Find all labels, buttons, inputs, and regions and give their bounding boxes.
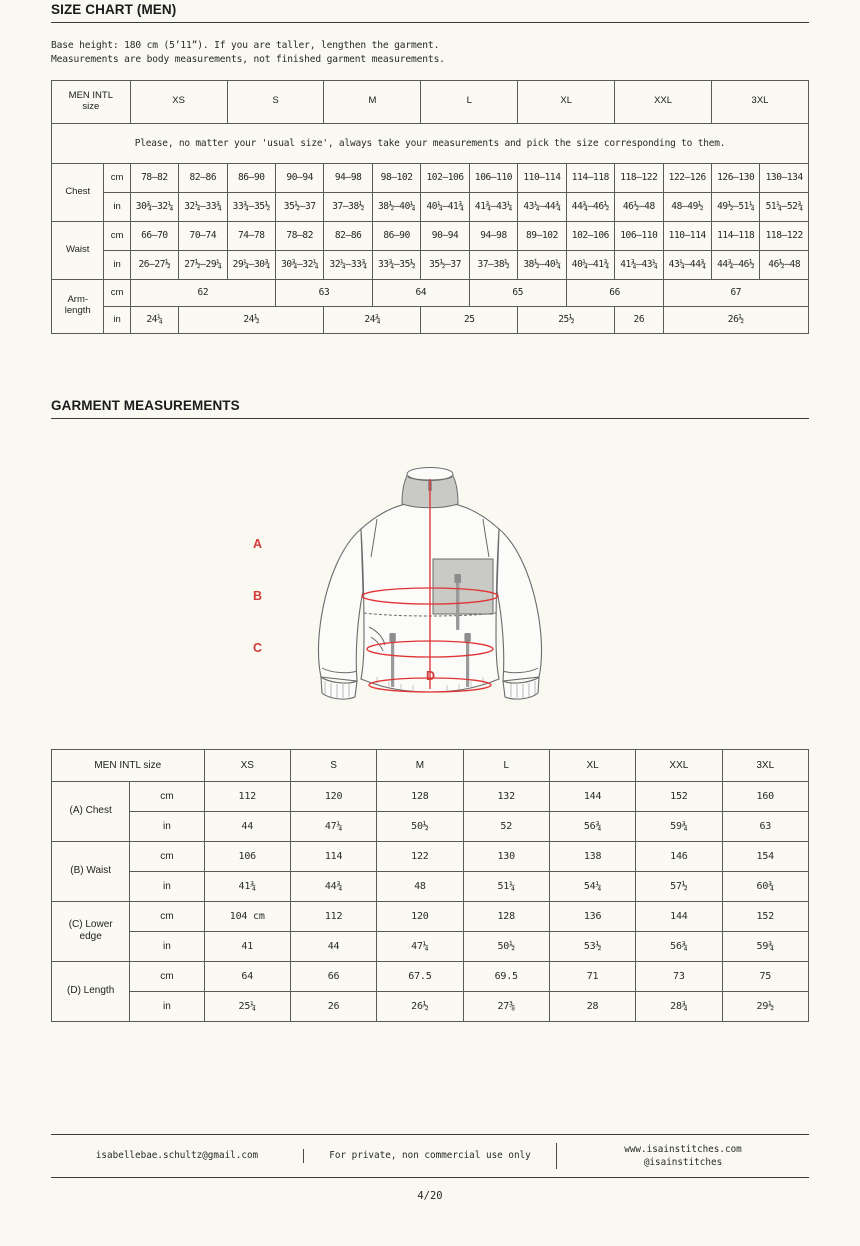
cell-value: 75: [722, 961, 808, 991]
cell-value: 114–118: [711, 221, 759, 250]
garment-title: GARMENT MEASUREMENTS: [51, 397, 240, 413]
cell-value: 41¾–43¼: [469, 192, 517, 221]
cell-value: 47¼: [290, 811, 376, 841]
row-label-arm-length: Arm- length: [52, 279, 104, 333]
cell-value: 63: [722, 811, 808, 841]
garment-header-row: [52, 749, 809, 781]
cell-value: 122–126: [663, 163, 711, 192]
cell-value: 24¼: [130, 306, 178, 333]
footer-social-handle: @isainstitches: [643, 1157, 723, 1168]
cell-value: 152: [722, 901, 808, 931]
cell-value: 106–110: [615, 221, 663, 250]
cell-value: 41¾–43¼: [615, 250, 663, 279]
unit-in: in: [130, 991, 204, 1021]
cell-value: 154: [722, 841, 808, 871]
cell-value: 65: [469, 279, 566, 306]
unit-cm: cm: [130, 781, 204, 811]
cell-value: 86–90: [227, 163, 275, 192]
garment-header-label: MEN INTL size: [52, 749, 205, 781]
cell-value: 46½–48: [760, 250, 809, 279]
cell-value: 57½: [636, 871, 722, 901]
cell-value: 74–78: [227, 221, 275, 250]
cell-value: 118–122: [615, 163, 663, 192]
cell-value: 24½: [179, 306, 324, 333]
intro-line-1: Base height: 180 cm (5’11”). If you are taller, lengthen the garment.: [51, 40, 440, 51]
cell-value: 26: [615, 306, 663, 333]
cell-value: 26½: [377, 991, 463, 1021]
illustration-label-d: D: [426, 668, 436, 683]
footer-license: For private, non commercial use only: [303, 1149, 556, 1162]
size-header-m: M: [324, 80, 421, 123]
intro-text: [51, 39, 809, 68]
cell-value: 112: [204, 781, 290, 811]
cell-value: 56¾: [636, 931, 722, 961]
table-row: [52, 163, 809, 192]
cell-value: 29¼–30¾: [227, 250, 275, 279]
cell-value: 70–74: [179, 221, 227, 250]
size-chart-header-row: [52, 80, 809, 123]
garment-size-header-xs: XS: [204, 749, 290, 781]
cell-value: 59¾: [636, 811, 722, 841]
cell-value: 73: [636, 961, 722, 991]
cell-value: 30¾–32¼: [130, 192, 178, 221]
cell-value: 25½: [518, 306, 615, 333]
table-row: [52, 279, 809, 306]
cell-value: 37–38½: [469, 250, 517, 279]
cell-value: 136: [549, 901, 635, 931]
cell-value: 56¾: [549, 811, 635, 841]
cell-value: 48–49½: [663, 192, 711, 221]
cell-value: 27½–29¼: [179, 250, 227, 279]
title-divider: [51, 22, 809, 23]
cell-value: 102–106: [421, 163, 469, 192]
cell-value: 35½–37: [421, 250, 469, 279]
cell-value: 120: [290, 781, 376, 811]
cell-value: 90–94: [421, 221, 469, 250]
cell-value: 128: [463, 901, 549, 931]
table-row: [52, 306, 809, 333]
cell-value: 106: [204, 841, 290, 871]
garment-title-divider: [51, 418, 809, 419]
cell-value: 25: [421, 306, 518, 333]
garment-measurements-table: [51, 749, 809, 1022]
garment-size-header-l: L: [463, 749, 549, 781]
cell-value: 28¾: [636, 991, 722, 1021]
cell-value: 130: [463, 841, 549, 871]
unit-in: in: [130, 811, 204, 841]
garment-row-label: (D) Length: [52, 961, 130, 1021]
cell-value: 25¼: [204, 991, 290, 1021]
cell-value: 28: [549, 991, 635, 1021]
cell-value: 144: [636, 901, 722, 931]
cell-value: 40¼–41¾: [566, 250, 614, 279]
size-header-s: S: [227, 80, 324, 123]
footer-website: [556, 1143, 809, 1170]
cell-value: 67.5: [377, 961, 463, 991]
garment-row-label: (A) Chest: [52, 781, 130, 841]
cell-value: 43¼–44¾: [518, 192, 566, 221]
cell-value: 112: [290, 901, 376, 931]
unit-in: in: [104, 250, 130, 279]
cell-value: 51¼–52¾: [760, 192, 809, 221]
table-row: [52, 811, 809, 841]
table-row: [52, 841, 809, 871]
cell-value: 38½–40¼: [518, 250, 566, 279]
cell-value: 24¾: [324, 306, 421, 333]
intro-line-2: Measurements are body measurements, not finished garment measurements.: [51, 54, 445, 66]
table-row: [52, 931, 809, 961]
table-row: [52, 221, 809, 250]
cell-value: 50½: [463, 931, 549, 961]
cell-value: 44: [204, 811, 290, 841]
cell-value: 53½: [549, 931, 635, 961]
cell-value: 44¾–46½: [711, 250, 759, 279]
cell-value: 106–110: [469, 163, 517, 192]
unit-cm: cm: [130, 841, 204, 871]
illustration-label-b: B: [253, 588, 263, 603]
unit-in: in: [104, 192, 130, 221]
cell-value: 82–86: [324, 221, 372, 250]
garment-section-header: [51, 396, 809, 419]
size-chart-section-header: [51, 0, 809, 23]
cell-value: 104 cm: [204, 901, 290, 931]
cell-value: 94–98: [324, 163, 372, 192]
garment-illustration: [51, 441, 809, 741]
cell-value: 122: [377, 841, 463, 871]
cell-value: 66–70: [130, 221, 178, 250]
cell-value: 40¼–41¾: [421, 192, 469, 221]
size-header-xl: XL: [518, 80, 615, 123]
table-row: [52, 901, 809, 931]
cell-value: 144: [549, 781, 635, 811]
cell-value: 44¾: [290, 871, 376, 901]
cell-value: 128: [377, 781, 463, 811]
unit-in: in: [130, 871, 204, 901]
illustration-label-a: A: [253, 536, 263, 551]
cell-value: 48: [377, 871, 463, 901]
size-header-xxl: XXL: [615, 80, 712, 123]
cell-value: 32¼–33¾: [179, 192, 227, 221]
page-title: SIZE CHART (MEN): [51, 2, 177, 17]
row-label-chest: Chest: [52, 163, 104, 221]
cell-value: 46½–48: [615, 192, 663, 221]
table-row: [52, 192, 809, 221]
cell-value: 30¾–32¼: [276, 250, 324, 279]
cell-value: 44: [290, 931, 376, 961]
table-row: [52, 991, 809, 1021]
footer-bottom-rule: [51, 1177, 809, 1178]
table-row: [52, 781, 809, 811]
cell-value: 78–82: [130, 163, 178, 192]
cell-value: 27⅜: [463, 991, 549, 1021]
cell-value: 32¼–33¾: [324, 250, 372, 279]
cell-value: 82–86: [179, 163, 227, 192]
cell-value: 35½–37: [276, 192, 324, 221]
garment-size-header-xxl: XXL: [636, 749, 722, 781]
size-chart-header-label: MEN INTL size: [52, 80, 131, 123]
unit-cm: cm: [104, 221, 130, 250]
cell-value: 90–94: [276, 163, 324, 192]
cell-value: 51¼: [463, 871, 549, 901]
cell-value: 86–90: [372, 221, 420, 250]
illustration-label-c: C: [253, 640, 263, 655]
page-footer: [51, 1134, 809, 1202]
cell-value: 71: [549, 961, 635, 991]
cell-value: 41¾: [204, 871, 290, 901]
unit-cm: cm: [104, 163, 130, 192]
cell-value: 98–102: [372, 163, 420, 192]
cell-value: 78–82: [276, 221, 324, 250]
table-row: [52, 250, 809, 279]
cell-value: 38½–40¼: [372, 192, 420, 221]
unit-cm: cm: [130, 901, 204, 931]
cell-value: 52: [463, 811, 549, 841]
cell-value: 160: [722, 781, 808, 811]
cell-value: 146: [636, 841, 722, 871]
cell-value: 126–130: [711, 163, 759, 192]
cell-value: 66: [566, 279, 663, 306]
unit-cm: cm: [104, 279, 130, 306]
cell-value: 60¾: [722, 871, 808, 901]
cell-value: 69.5: [463, 961, 549, 991]
cell-value: 114–118: [566, 163, 614, 192]
size-header-xs: XS: [130, 80, 227, 123]
cell-value: 44¾–46½: [566, 192, 614, 221]
row-label-waist: Waist: [52, 221, 104, 279]
cell-value: 63: [276, 279, 373, 306]
cell-value: 50½: [377, 811, 463, 841]
cell-value: 41: [204, 931, 290, 961]
cell-value: 152: [636, 781, 722, 811]
size-chart-note-row: [52, 123, 809, 163]
size-header-3xl: 3XL: [711, 80, 808, 123]
table-row: [52, 961, 809, 991]
cell-value: 37–38½: [324, 192, 372, 221]
cell-value: 130–134: [760, 163, 809, 192]
cell-value: 64: [204, 961, 290, 991]
cell-value: 26½: [663, 306, 808, 333]
garment-row-label: (C) Lower edge: [52, 901, 130, 961]
cell-value: 120: [377, 901, 463, 931]
cell-value: 49½–51¼: [711, 192, 759, 221]
cell-value: 89–102: [518, 221, 566, 250]
cell-value: 110–114: [663, 221, 711, 250]
unit-cm: cm: [130, 961, 204, 991]
cell-value: 62: [130, 279, 275, 306]
cell-value: 59¾: [722, 931, 808, 961]
size-chart-note: Please, no matter your 'usual size', always take your measurements and pick the size corresponding to them.: [52, 123, 809, 163]
cell-value: 33¾–35½: [372, 250, 420, 279]
cell-value: 114: [290, 841, 376, 871]
garment-size-header-xl: XL: [549, 749, 635, 781]
cell-value: 47¼: [377, 931, 463, 961]
cell-value: 64: [372, 279, 469, 306]
footer-email: isabellebae.schultz@gmail.com: [95, 1150, 259, 1162]
size-chart-table: [51, 80, 809, 334]
cell-value: 54¼: [549, 871, 635, 901]
cell-value: 66: [290, 961, 376, 991]
footer-website-url: www.isainstitches.com: [624, 1143, 742, 1155]
cell-value: 29½: [722, 991, 808, 1021]
unit-in: in: [130, 931, 204, 961]
cell-value: 26–27½: [130, 250, 178, 279]
jacket-technical-drawing: [265, 441, 595, 731]
cell-value: 118–122: [760, 221, 809, 250]
cell-value: 110–114: [518, 163, 566, 192]
cell-value: 102–106: [566, 221, 614, 250]
cell-value: 26: [290, 991, 376, 1021]
size-header-l: L: [421, 80, 518, 123]
garment-size-header-s: S: [290, 749, 376, 781]
cell-value: 43¼–44¾: [663, 250, 711, 279]
garment-row-label: (B) Waist: [52, 841, 130, 901]
table-row: [52, 871, 809, 901]
garment-size-header-3xl: 3XL: [722, 749, 808, 781]
page-number: 4/20: [417, 1190, 443, 1202]
cell-value: 67: [663, 279, 808, 306]
cell-value: 132: [463, 781, 549, 811]
cell-value: 94–98: [469, 221, 517, 250]
unit-in: in: [104, 306, 130, 333]
cell-value: 138: [549, 841, 635, 871]
garment-size-header-m: M: [377, 749, 463, 781]
cell-value: 33¾–35½: [227, 192, 275, 221]
